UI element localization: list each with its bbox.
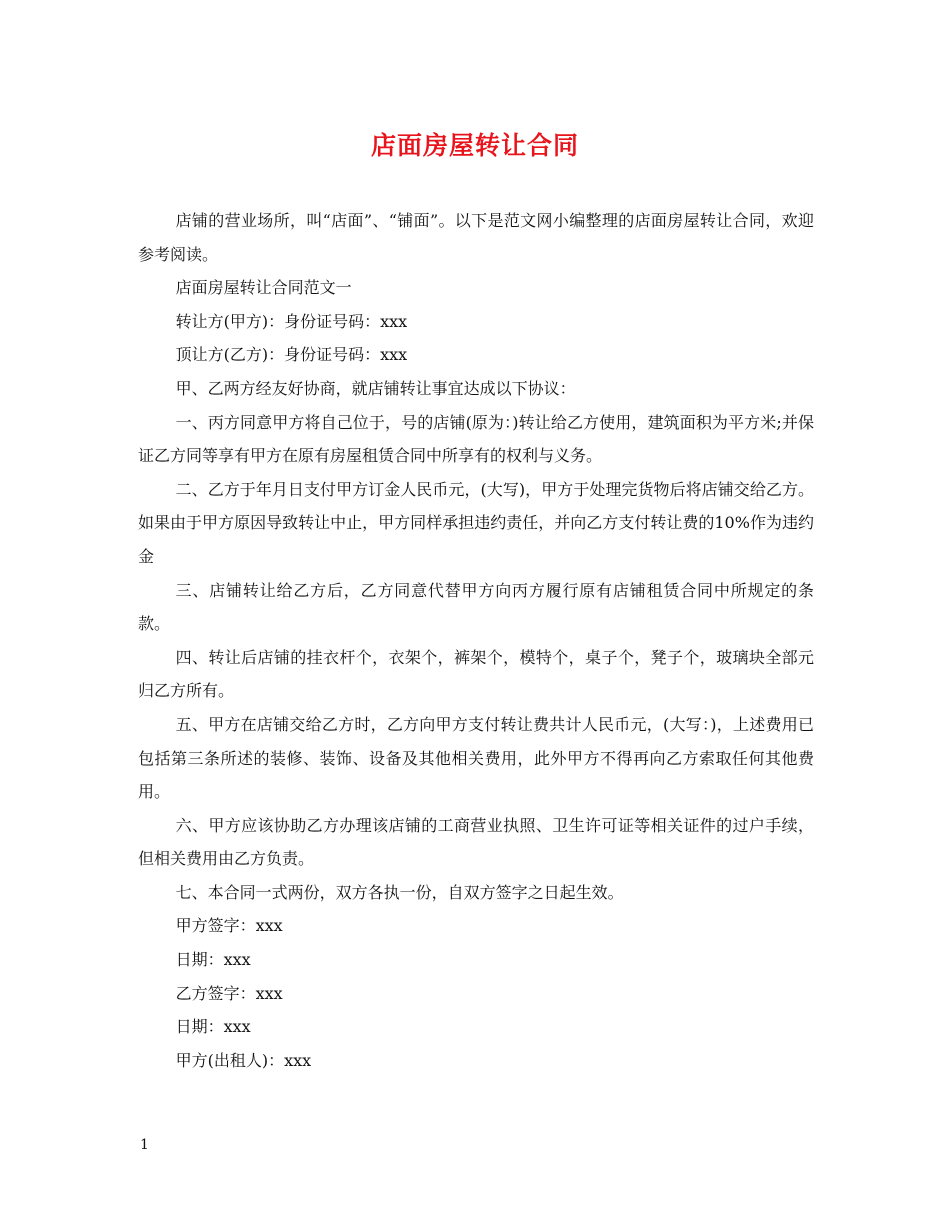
- signature-lessor: 甲方(出租人)：xxx: [175, 1050, 312, 1070]
- paragraph-intro: 店铺的营业场所，叫“店面”、“铺面”。以下是范文网小编整理的店面房屋转让合同，欢迎参考阅读。: [138, 211, 814, 264]
- signature-date-a: 日期：xxx: [175, 950, 251, 970]
- paragraph-clause-2: 二、乙方于年月日支付甲方订金人民币元，(大写)，甲方于处理完货物后将店铺交给乙方。如果由于甲方原因导致转让中止，甲方同样承担违约责任，并向乙方支付转让费的10%作为违约金: [138, 479, 814, 566]
- paragraph-clause-7: 七、本合同一式两份，双方各执一份，自双方签字之日起生效。: [175, 882, 624, 902]
- paragraph-clause-4: 四、转让后店铺的挂衣杆个，衣架个，裤架个，模特个，桌子个，凳子个，玻璃块全部元归乙方所有。: [138, 647, 814, 701]
- signature-party-a: 甲方签字：xxx: [175, 916, 283, 936]
- paragraph-clause-1: 一、丙方同意甲方将自己位于，号的店铺(原为：)转让给乙方使用，建筑面积为平方米;并保证乙方同等享有甲方在原有房屋租赁合同中所享有的权利与义务。: [138, 412, 814, 466]
- paragraph-clause-3: 三、店铺转让给乙方后，乙方同意代替甲方向丙方履行原有店铺租赁合同中所规定的条款。: [138, 580, 814, 634]
- paragraph-agreement-intro: 甲、乙两方经友好协商，就店铺转让事宜达成以下协议：: [175, 378, 576, 398]
- paragraph-transferee: 顶让方(乙方)：身份证号码：xxx: [175, 345, 408, 365]
- paragraph-clause-6: 六、甲方应该协助乙方办理该店铺的工商营业执照、卫生许可证等相关证件的过户手续，但相关费用由乙方负责。: [138, 815, 814, 869]
- signature-party-b: 乙方签字：xxx: [175, 983, 283, 1003]
- paragraph-sample-heading: 店面房屋转让合同范文一: [175, 278, 352, 298]
- paragraph-clause-5: 五、甲方在店铺交给乙方时，乙方向甲方支付转让费共计人民币元，(大写：)，上述费用已包括第三条所述的装修、装饰、设备及其他相关费用，此外甲方不得再向乙方索取任何其他费用。: [138, 714, 814, 802]
- signature-date-b: 日期：xxx: [175, 1017, 251, 1037]
- document-title: 店面房屋转让合同: [370, 131, 579, 160]
- document-body: [138, 204, 814, 1077]
- page-number: 1: [140, 1137, 149, 1153]
- paragraph-transferor: 转让方(甲方)：身份证号码：xxx: [175, 311, 408, 331]
